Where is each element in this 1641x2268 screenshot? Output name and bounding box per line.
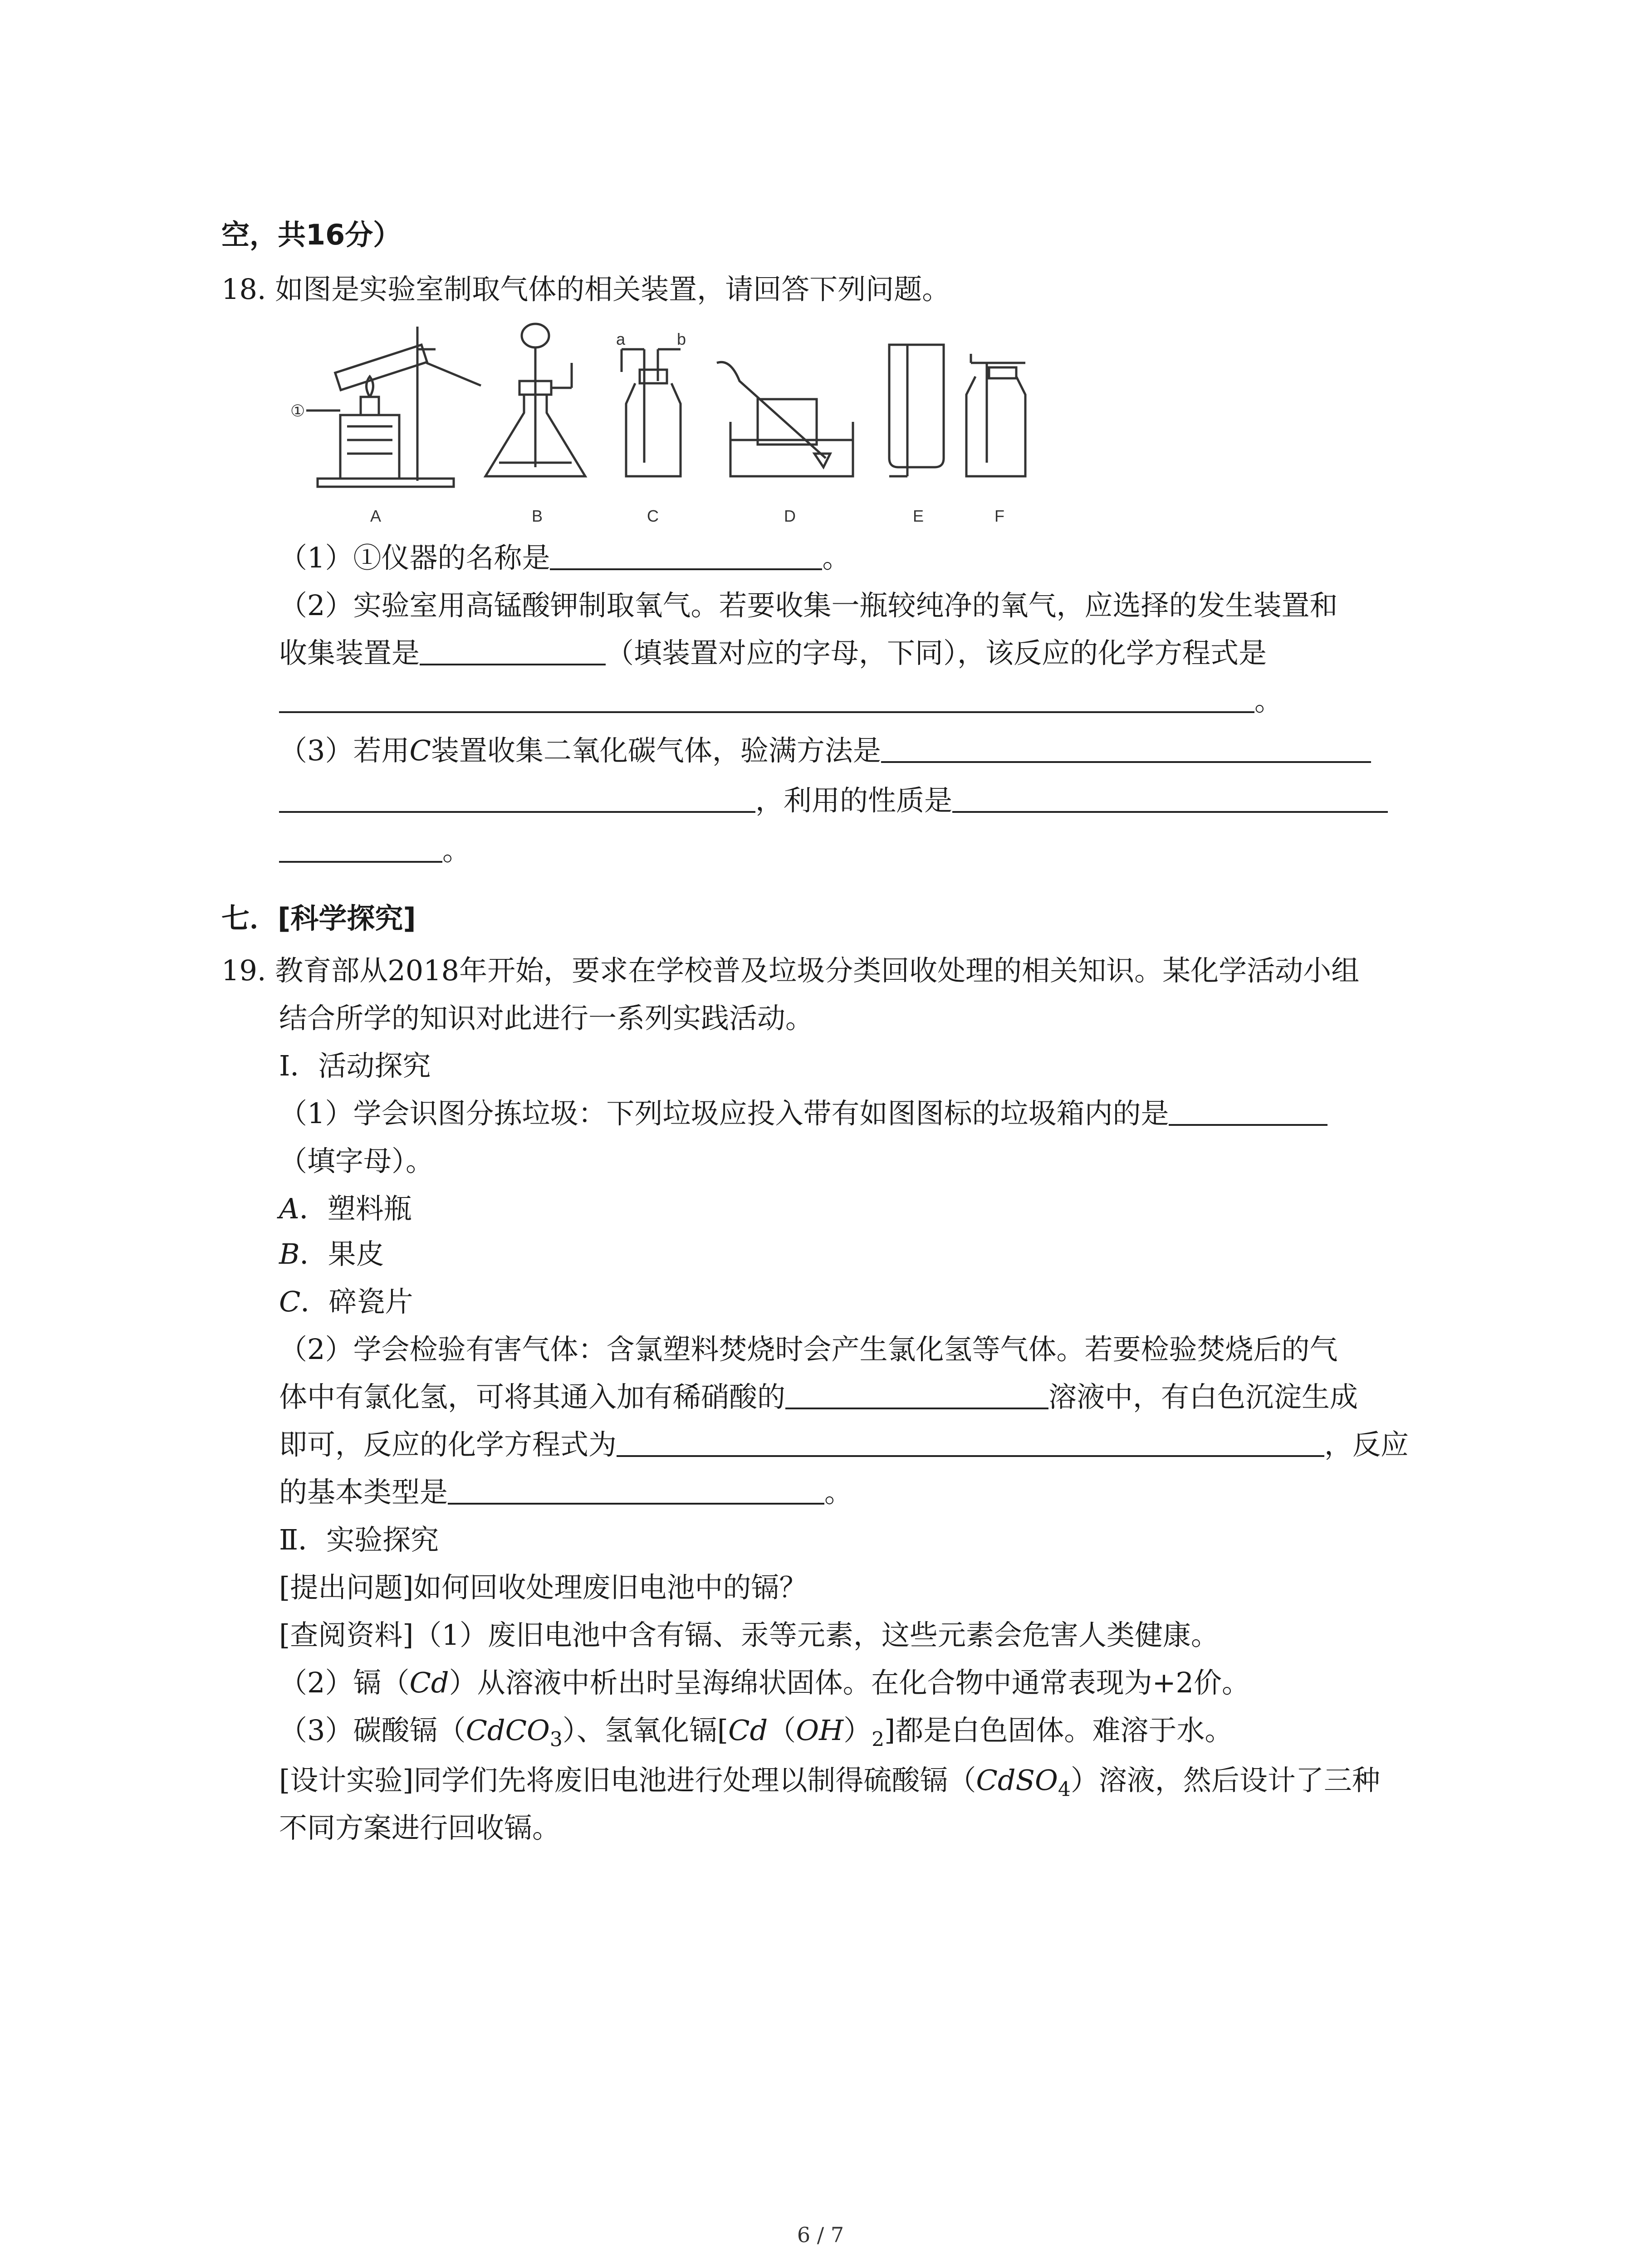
q18-part2-line3: 。 <box>279 683 1283 719</box>
q19-part1-q2-line1: （2）学会检验有害气体：含氯塑料焚烧时会产生氯化氢等气体。若要检验焚烧后的气 <box>279 1333 1338 1366</box>
q18-part3-line1: （3）若用C装置收集二氧化碳气体，验满方法是 <box>279 733 1371 769</box>
q19-part1-q2-line3: 即可，反应的化学方程式为 ，反应 <box>279 1428 1409 1461</box>
apparatus-a <box>306 327 481 487</box>
apparatus-f <box>966 354 1025 476</box>
apparatus-d <box>717 362 853 476</box>
section7-title: 七．[科学探究] <box>221 902 416 935</box>
q18-part2-line1: （2）实验室用高锰酸钾制取氧气。若要收集一瓶较纯净的氧气，应选择的发生装置和 <box>279 589 1338 622</box>
q19-part1-q2-line4: 的基本类型是 。 <box>279 1476 853 1509</box>
q19-ref1: [查阅资料]（1）废旧电池中含有镉、汞等元素，这些元素会危害人类健康。 <box>279 1618 1219 1652</box>
answer-blank-q19-2b[interactable] <box>617 1428 1324 1457</box>
option-c: C．碎瓷片 <box>279 1285 413 1318</box>
q18-stem: 18. 如图是实验室制取气体的相关装置，请回答下列问题。 <box>221 273 950 306</box>
option-a: A．塑料瓶 <box>279 1192 412 1225</box>
q19-line2: 结合所学的知识对此进行一系列实践活动。 <box>279 1002 814 1035</box>
q19-part1-title: Ⅰ．活动探究 <box>279 1049 431 1082</box>
q19-ref3: （3）碳酸镉（CdCO$_3$）、氢氧化镉$[Cd(OH)_2]$都是白色固体。难溶于水。 <box>279 1714 1233 1751</box>
tube-label-b: b <box>677 330 686 348</box>
q18-part3-line3: 。 <box>279 832 470 869</box>
answer-blank-q18-3d[interactable] <box>279 834 442 863</box>
figure-marker: ① <box>290 401 305 420</box>
q19-line1: 19. 教育部从2018年开始，要求在学校普及垃圾分类回收处理的相关知识。某化学活动小组 <box>221 954 1360 987</box>
apparatus-b <box>485 324 585 476</box>
answer-blank-q18-2b[interactable] <box>279 684 1254 713</box>
apparatus-figure <box>281 318 1098 535</box>
apparatus-c <box>622 349 681 476</box>
q19-part1-q1-line1: （1）学会识图分拣垃圾：下列垃圾应投入带有如图图标的垃圾箱内的是 <box>279 1095 1327 1132</box>
label-a: A <box>370 507 382 525</box>
answer-blank-q18-2a[interactable] <box>420 636 606 665</box>
label-f: F <box>994 507 1004 525</box>
q19-design-line1: [设计实验]同学们先将废旧电池进行处理以制得硫酸镉（CdSO$_4$）溶液，然后设计了三种 <box>279 1764 1380 1801</box>
q19-ask: [提出问题]如何回收处理废旧电池中的镉？ <box>279 1571 808 1604</box>
label-c: C <box>647 507 659 525</box>
label-d: D <box>784 507 796 525</box>
page-number: 6 / 7 <box>797 2223 844 2247</box>
apparatus-e <box>889 345 944 476</box>
section-header-tail: 空，共16分） <box>221 218 402 251</box>
q19-part2-title: Ⅱ．实验探究 <box>279 1523 439 1556</box>
q18-part1: （1）①仪器的名称是 。 <box>279 541 851 574</box>
answer-blank-q18-3c[interactable] <box>952 784 1388 813</box>
q19-ref2: （2）镉（Cd）从溶液中析出时呈海绵状固体。在化合物中通常表现为+2价。 <box>279 1666 1250 1699</box>
answer-blank-q19-2a[interactable] <box>785 1380 1048 1409</box>
q19-part1-q2-line2: 体中有氯化氢，可将其通入加有稀硝酸的 溶液中，有白色沉淀生成 <box>279 1380 1358 1413</box>
q18-part2-line2: 收集装置是 （填装置对应的字母，下同），该反应的化学方程式是 <box>279 636 1267 670</box>
label-b: B <box>532 507 543 525</box>
option-b: B．果皮 <box>279 1237 384 1271</box>
label-e: E <box>913 507 924 525</box>
q19-design-line2: 不同方案进行回收镉。 <box>279 1811 561 1844</box>
q19-part1-q1-line2: （填字母）。 <box>279 1144 434 1178</box>
answer-blank-q18-3b[interactable] <box>279 784 755 813</box>
q18-part3-line2: ，利用的性质是 <box>279 782 1388 819</box>
answer-blank-q18-1[interactable] <box>550 541 822 570</box>
answer-blank-q19-1[interactable] <box>1169 1097 1327 1126</box>
answer-blank-q19-2c[interactable] <box>448 1476 824 1505</box>
tube-label-a: a <box>616 330 626 348</box>
answer-blank-q18-3a[interactable] <box>881 734 1371 763</box>
